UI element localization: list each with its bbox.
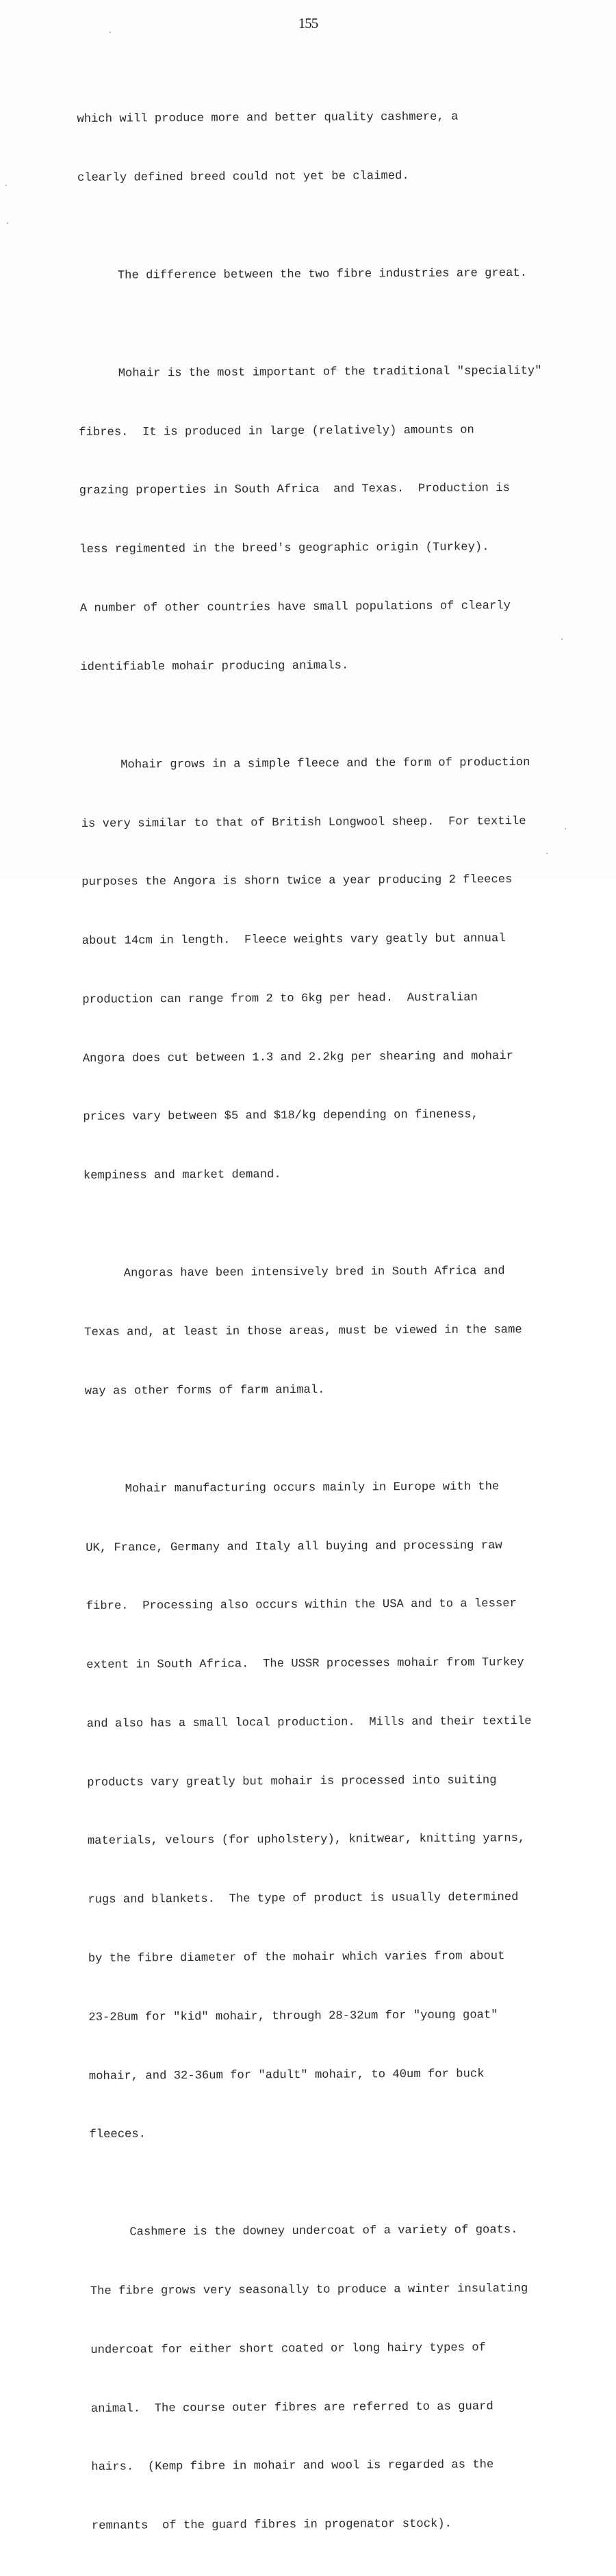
scan-speck (110, 31, 111, 33)
page-number: 155 (298, 15, 318, 31)
text-line: extent in South Africa. The USSR processes mohair from Turkey (86, 1656, 524, 1673)
text-line: mohair, and 32-36um for "adult" mohair, to 40um for buck (88, 2067, 485, 2083)
text-line: fibres. It is produced in large (relatively) amounts on (79, 424, 474, 439)
text-line: way as other forms of farm animal. (84, 1383, 325, 1398)
text-line: animal. The course outer fibres are referred to as guard (90, 2400, 493, 2416)
body-text (77, 68, 612, 2576)
text-line: which will produce more and better quality cashmere, a (77, 110, 459, 127)
text-line: Angoras have been intensively bred in South Africa and (123, 1265, 505, 1280)
text-line: Cashmere is the downey undercoat of a variety of goats. (129, 2224, 518, 2239)
text-line: fleeces. (89, 2128, 146, 2142)
scan-speck (565, 828, 566, 829)
text-line: Texas and, at least in those areas, must be viewed in the same (84, 1324, 522, 1339)
scan-speck (561, 639, 563, 640)
paragraph-5 (84, 1222, 605, 1441)
text-line: The difference between the two fibre industries are great. (117, 266, 528, 283)
paragraph-4 (81, 714, 604, 1226)
text-line: about 14cm in length. Fleece weights vary geatly but annual (81, 932, 506, 949)
text-line: prices vary between $5 and $18/kg depending on fineness, (83, 1108, 478, 1124)
text-line: remnants of the guard fibres in progenator stock). (91, 2517, 452, 2534)
text-line: A number of other countries have small populations of clearly (79, 600, 511, 616)
text-line: by the fibre diameter of the mohair which varies from about (88, 1950, 505, 1966)
text-line: purposes the Angora is shorn twice a year producing 2 fleeces (81, 873, 513, 890)
text-line: clearly defined breed could not yet be claimed. (77, 170, 409, 185)
text-line: production can range from 2 to 6kg per head. Australian (82, 991, 478, 1007)
text-line: The fibre grows very seasonally to produce a winter insulating (90, 2282, 528, 2299)
paragraph-3 (78, 322, 600, 717)
text-line: hairs. (Kemp fibre in mohair and wool is regarded as the (91, 2458, 494, 2475)
text-line: rugs and blankets. The type of product is usually determined (88, 1891, 519, 1907)
text-line: products vary greatly but mohair is processed into suiting (87, 1773, 497, 1790)
paragraph-2 (77, 224, 598, 326)
text-line: Mohair manufacturing occurs mainly in Europe with the (125, 1480, 500, 1496)
text-line: 23-28um for "kid" mohair, through 28-32um for "young goat" (88, 2009, 498, 2024)
text-line: identifiable mohair producing animals. (80, 659, 349, 674)
text-line: Angora does cut between 1.3 and 2.2kg per shearing and mohair (82, 1049, 514, 1066)
text-line: materials, velours (for upholstery), knitwear, knitting yarns, (87, 1832, 526, 1849)
text-line: and also has a small local production. Mills and their textile (86, 1714, 532, 1731)
text-line: is very similar to that of British Longwool sheep. For textile (81, 814, 526, 831)
text-line: kempiness and market demand. (83, 1168, 281, 1183)
text-line: UK, France, Germany and Italy all buying and processing raw (86, 1538, 502, 1555)
text-line: less regimented in the breed's geographic origin (Turkey). (79, 541, 489, 557)
text-line: undercoat for either short coated or long hairy types of (90, 2341, 487, 2357)
scan-speck (5, 185, 7, 186)
paragraph-7 (90, 2181, 612, 2576)
scan-speck (7, 222, 8, 224)
text-line: Mohair grows in a simple fleece and the form of production (120, 756, 530, 772)
paragraph-1 (77, 68, 598, 227)
text-line: fibre. Processing also occurs within the USA and to a lesser (86, 1597, 517, 1614)
text-line: grazing properties in South Africa and Texas. Production is (79, 482, 510, 498)
paragraph-6 (85, 1438, 610, 2185)
text-line: Mohair is the most important of the traditional "speciality" (118, 364, 542, 381)
scan-speck (546, 853, 548, 854)
